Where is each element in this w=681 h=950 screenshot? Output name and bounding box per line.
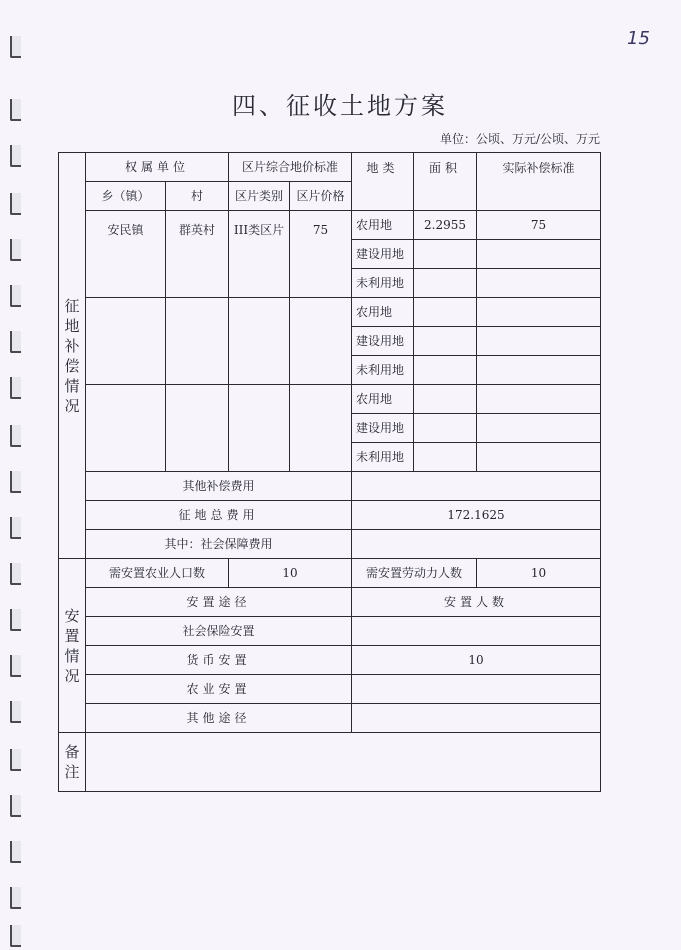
section-label-compensation: 征 地 补 偿 情 况: [59, 153, 86, 559]
header-zone-price-standard: 区片综合地价标准: [229, 153, 352, 182]
land-type-cell: 农用地: [352, 298, 414, 327]
total-cost-value: 172.1625: [352, 501, 601, 530]
area-cell: [414, 414, 477, 443]
land-type-cell: 未利用地: [352, 356, 414, 385]
resettle-way-cell: 社会保险安置: [86, 617, 352, 646]
binding-hole: [10, 701, 21, 723]
group2-village: [166, 298, 229, 385]
area-cell: [414, 385, 477, 414]
social-security-label: 其中：社会保障费用: [86, 530, 352, 559]
group1-village: 群英村: [166, 211, 229, 298]
resettle-count-cell: 10: [352, 646, 601, 675]
land-type-cell: 未利用地: [352, 443, 414, 472]
header-zone-category: 区片类别: [229, 182, 290, 211]
area-cell: [414, 356, 477, 385]
area-cell: [414, 269, 477, 298]
group3-township: [86, 385, 166, 472]
resettle-way-cell: 货币安置: [86, 646, 352, 675]
standard-cell: [477, 356, 601, 385]
resettle-way-cell: 其他途径: [86, 704, 352, 733]
binding-hole: [10, 887, 21, 909]
group3-zone-category: [229, 385, 290, 472]
resettle-count-header: 安置人数: [352, 588, 601, 617]
binding-hole: [10, 563, 21, 585]
page-number: 15: [627, 28, 650, 49]
area-cell: 2.2955: [414, 211, 477, 240]
binding-hole: [10, 841, 21, 863]
agri-pop-label: 需安置农业人口数: [86, 559, 229, 588]
binding-hole: [10, 331, 21, 353]
land-type-cell: 建设用地: [352, 240, 414, 269]
header-ownership-unit: 权属单位: [86, 153, 229, 182]
standard-cell: [477, 443, 601, 472]
standard-cell: [477, 269, 601, 298]
header-township: 乡（镇）: [86, 182, 166, 211]
land-type-cell: 农用地: [352, 211, 414, 240]
binding-hole: [10, 471, 21, 493]
agri-pop-value: 10: [229, 559, 352, 588]
area-cell: [414, 443, 477, 472]
total-cost-label: 征地总费用: [86, 501, 352, 530]
binding-hole: [10, 749, 21, 771]
binding-holes: [0, 0, 34, 950]
remarks-value: [86, 733, 601, 792]
group3-village: [166, 385, 229, 472]
group2-township: [86, 298, 166, 385]
other-compensation-label: 其他补偿费用: [86, 472, 352, 501]
header-village: 村: [166, 182, 229, 211]
group1-zone-price: 75: [290, 211, 352, 298]
group3-zone-price: [290, 385, 352, 472]
header-land-type: 地类: [352, 153, 414, 211]
standard-cell: 75: [477, 211, 601, 240]
binding-hole: [10, 795, 21, 817]
binding-hole: [10, 36, 21, 58]
group1-township: 安民镇: [86, 211, 166, 298]
social-security-value: [352, 530, 601, 559]
section-label-remarks: 备 注: [59, 733, 86, 792]
header-area: 面积: [414, 153, 477, 211]
resettle-count-cell: [352, 704, 601, 733]
section-label-resettlement: 安 置 情 况: [59, 559, 86, 733]
labor-count-label: 需安置劳动力人数: [352, 559, 477, 588]
group2-zone-category: [229, 298, 290, 385]
header-actual-standard: 实际补偿标准: [477, 153, 601, 211]
land-type-cell: 农用地: [352, 385, 414, 414]
standard-cell: [477, 327, 601, 356]
resettle-count-cell: [352, 675, 601, 704]
binding-hole: [10, 239, 21, 261]
resettle-count-cell: [352, 617, 601, 646]
area-cell: [414, 298, 477, 327]
binding-hole: [10, 517, 21, 539]
standard-cell: [477, 414, 601, 443]
binding-hole: [10, 99, 21, 121]
binding-hole: [10, 425, 21, 447]
resettle-way-cell: 农业安置: [86, 675, 352, 704]
land-acquisition-table: [58, 152, 601, 792]
area-cell: [414, 240, 477, 269]
binding-hole: [10, 285, 21, 307]
land-type-cell: 建设用地: [352, 327, 414, 356]
binding-hole: [10, 609, 21, 631]
group1-zone-category: III类区片: [229, 211, 290, 298]
binding-hole: [10, 377, 21, 399]
page-title: 四、征收土地方案: [232, 92, 448, 120]
standard-cell: [477, 240, 601, 269]
standard-cell: [477, 385, 601, 414]
other-compensation-value: [352, 472, 601, 501]
group2-zone-price: [290, 298, 352, 385]
resettle-way-header: 安置途径: [86, 588, 352, 617]
labor-count-value: 10: [477, 559, 601, 588]
unit-note: 单位：公顷、万元/公顷、万元: [439, 132, 600, 146]
standard-cell: [477, 298, 601, 327]
binding-hole: [10, 655, 21, 677]
binding-hole: [10, 145, 21, 167]
area-cell: [414, 327, 477, 356]
binding-hole: [10, 925, 21, 947]
header-zone-price: 区片价格: [290, 182, 352, 211]
land-type-cell: 未利用地: [352, 269, 414, 298]
land-type-cell: 建设用地: [352, 414, 414, 443]
binding-hole: [10, 193, 21, 215]
